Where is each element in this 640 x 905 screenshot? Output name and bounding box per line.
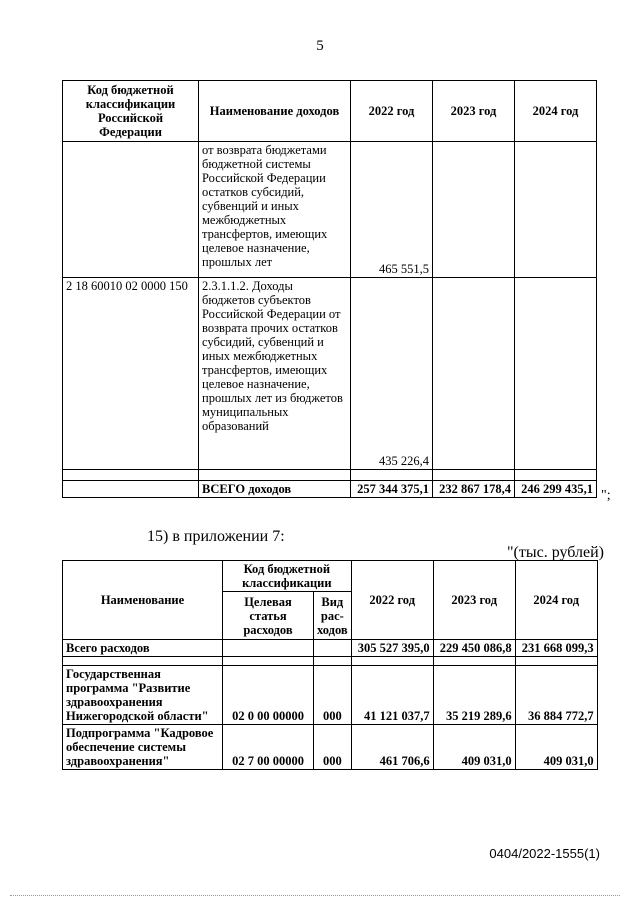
header-name: Наименование доходов — [199, 81, 351, 142]
row-vid: 000 — [314, 666, 352, 725]
row-name: Подпрограмма "Кадровое обеспечение системы здравоохранения" — [63, 725, 223, 770]
row-name: Государственная программа "Развитие здравоохранения Нижегородской области" — [63, 666, 223, 725]
row-name: от возврата бюджетами бюджетной системы Российской Федерации остатков субсидий, субвенций и иных межбюджетных трансфертов, имеющих целевое назначение, прошлых лет — [199, 142, 351, 278]
row-2022: 41 121 037,7 — [351, 666, 433, 725]
header-2022: 2022 год — [351, 561, 433, 640]
header-code: Код бюджетной классификации Российской Федерации — [63, 81, 199, 142]
row-2024: 36 884 772,7 — [515, 666, 597, 725]
row-2024 — [515, 278, 597, 470]
total-2022: 305 527 395,0 — [351, 640, 433, 657]
total-target — [223, 640, 314, 657]
row-name: 2.3.1.1.2. Доходы бюджетов субъектов Российской Федерации от возврата прочих остатков субсидий, субвенций и иных межбюджетных трансфертов, имеющих целевое назначение, прошлых лет из бюджетов муниципальных образований — [199, 278, 351, 470]
total-code — [63, 481, 199, 498]
header-budget-code: Код бюджетной классификации — [223, 561, 352, 592]
document-code: 0404/2022-1555(1) — [489, 846, 600, 861]
row-2023 — [433, 142, 515, 278]
row-2023: 35 219 289,6 — [433, 666, 515, 725]
table-end-mark: "; — [601, 488, 611, 503]
total-2023: 229 450 086,8 — [433, 640, 515, 657]
row-2022: 465 551,5 — [351, 142, 433, 278]
income-table — [62, 80, 597, 498]
table-spacer-row — [63, 657, 598, 666]
expenses-table — [62, 560, 598, 770]
total-expenses-row — [63, 640, 598, 657]
row-2023 — [433, 278, 515, 470]
total-label: Всего расходов — [63, 640, 223, 657]
row-2022: 435 226,4 — [351, 278, 433, 470]
scan-edge-divider — [10, 895, 620, 896]
total-row — [63, 481, 597, 498]
row-target: 02 7 00 00000 — [223, 725, 314, 770]
income-table-header — [63, 81, 597, 142]
header-2022: 2022 год — [351, 81, 433, 142]
header-name: Наименование — [63, 561, 223, 640]
row-2022: 461 706,6 — [351, 725, 433, 770]
header-target: Целевая статья расходов — [223, 592, 314, 640]
header-2023: 2023 год — [433, 561, 515, 640]
row-2023: 409 031,0 — [433, 725, 515, 770]
table-row — [63, 142, 597, 278]
total-label: ВСЕГО доходов — [199, 481, 351, 498]
unit-label: "(тыс. рублей) — [507, 544, 604, 561]
total-2024: 231 668 099,3 — [515, 640, 597, 657]
table-row — [63, 666, 598, 725]
table-spacer-row — [63, 470, 597, 481]
total-2024: 246 299 435,1 — [515, 481, 597, 498]
total-2022: 257 344 375,1 — [351, 481, 433, 498]
total-2023: 232 867 178,4 — [433, 481, 515, 498]
row-code: 2 18 60010 02 0000 150 — [63, 278, 199, 470]
row-2024: 409 031,0 — [515, 725, 597, 770]
total-vid — [314, 640, 352, 657]
page-number: 5 — [316, 38, 324, 54]
table-row — [63, 725, 598, 770]
expenses-header-row — [63, 561, 598, 592]
header-2024: 2024 год — [515, 81, 597, 142]
header-vid: Вид рас-ходов — [314, 592, 352, 640]
row-target: 02 0 00 00000 — [223, 666, 314, 725]
section-intro: 15) в приложении 7: — [147, 528, 285, 545]
row-code — [63, 142, 199, 278]
row-vid: 000 — [314, 725, 352, 770]
header-2023: 2023 год — [433, 81, 515, 142]
header-2024: 2024 год — [515, 561, 597, 640]
row-2024 — [515, 142, 597, 278]
table-row — [63, 278, 597, 470]
